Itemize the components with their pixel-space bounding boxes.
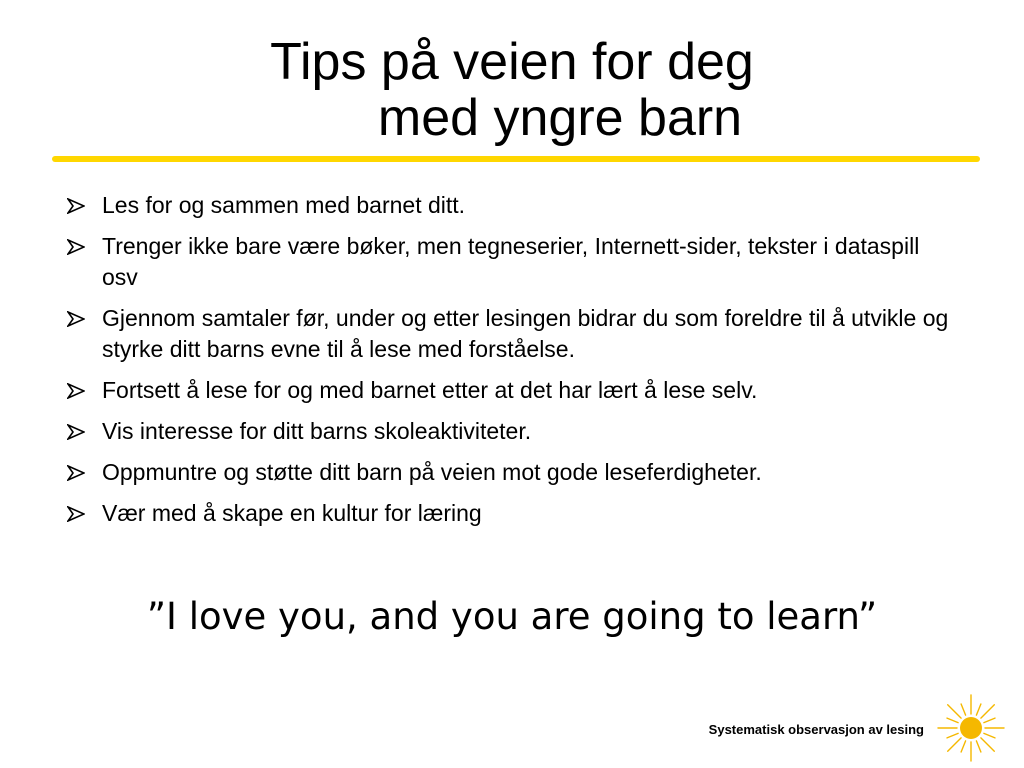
bullet-text: Vis interesse for ditt barns skoleaktiviteter. [102, 418, 532, 444]
arrowhead-bullet-icon [64, 375, 88, 406]
bullet-item [60, 231, 960, 293]
sun-ray [961, 741, 966, 752]
sun-ray [947, 718, 958, 723]
sun-ray [984, 718, 995, 723]
sun-ray [981, 705, 994, 718]
bullet-item [60, 303, 960, 365]
bullet-item [60, 416, 960, 447]
arrowhead-bullet-icon [64, 457, 88, 488]
bullet-text: Oppmuntre og støtte ditt barn på veien mot gode leseferdigheter. [102, 459, 762, 485]
sun-ray [947, 733, 958, 738]
bullet-text: Fortsett å lese for og med barnet etter at det har lært å lese selv. [102, 377, 758, 403]
slide-title [0, 34, 1024, 146]
sun-ray [981, 738, 994, 751]
title-line-2: med yngre barn [377, 89, 743, 147]
bullet-text: Trenger ikke bare være bøker, men tegneserier, Internett-sider, tekster i dataspill osv [102, 233, 920, 290]
quote-text: ”I love you, and you are going to learn” [146, 595, 878, 638]
bullet-text: Gjennom samtaler før, under og etter lesingen bidrar du som foreldre til å utvikle og styrke ditt barns evne til å lese med forståelse. [102, 305, 949, 362]
arrowhead-bullet-icon [64, 303, 88, 334]
bullet-list [60, 190, 960, 539]
arrowhead-bullet-icon [64, 416, 88, 447]
bullet-text: Les for og sammen med barnet ditt. [102, 192, 466, 218]
sun-icon [934, 692, 1008, 764]
sun-ray [948, 705, 961, 718]
bullet-text: Vær med å skape en kultur for læring [102, 500, 482, 526]
sun-ray [976, 704, 981, 715]
title-underline [52, 156, 980, 162]
bullet-item [60, 190, 960, 221]
sun-ray [961, 704, 966, 715]
sun-ray [948, 738, 961, 751]
arrowhead-bullet-icon [64, 190, 88, 221]
sun-core [960, 717, 982, 739]
arrowhead-bullet-icon [64, 498, 88, 529]
bullet-item [60, 498, 960, 529]
bullet-item [60, 375, 960, 406]
title-line-1: Tips på veien for deg [270, 33, 754, 91]
quote [0, 592, 1024, 642]
bullet-item [60, 457, 960, 488]
sun-ray [984, 733, 995, 738]
footer-text: Systematisk observasjon av lesing [708, 722, 924, 737]
arrowhead-bullet-icon [64, 231, 88, 262]
sun-ray [976, 741, 981, 752]
